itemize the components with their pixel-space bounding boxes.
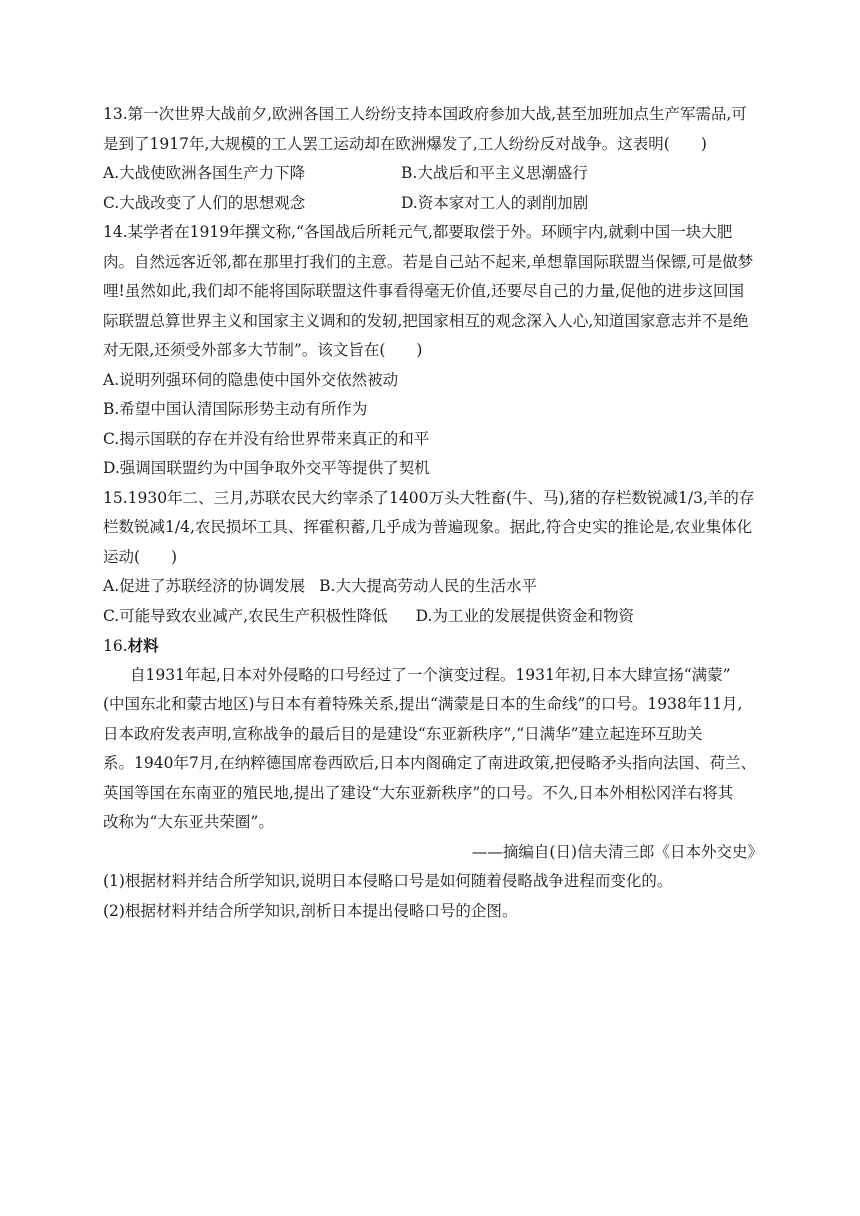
question-15-options-row (103, 602, 763, 632)
material-paragraph-line: 自1931年起,日本对外侵略的口号经过了一个演变过程。1931年初,日本大肆宣扬“满蒙” (130, 665, 731, 684)
question-14-stem-line: 哩!虽然如此,我们却不能将国际联盟这件事看得毫无价值,还要尽自己的力量,促他的进步这回国 (103, 282, 745, 300)
question-13-options-row (103, 159, 763, 189)
question-15-options-row (103, 572, 763, 602)
question-14-stem-line: 肉。自然远客近邻,都在那里打我们的主意。若是自己站不起来,单想靠国际联盟当保镖,可是做梦 (103, 252, 754, 271)
question-13-stem-line: 是到了1917年,大规模的工人罢工运动却在欧洲爆发了,工人纷纷反对战争。这表明( ) (103, 134, 707, 153)
question-14-stem-line: 对无限,还须受外部多大节制”。该文旨在( ) (103, 341, 423, 359)
question-15-option-b: B.大大提高劳动人民的生活水平 (319, 577, 537, 595)
question-16-subquestion-1: (1)根据材料并结合所学知识,说明日本侵略口号是如何随着侵略战争进程而变化的。 (103, 872, 673, 890)
question-13-option-c: C.大战改变了人们的思想观念 (103, 193, 306, 212)
question-15-option-c: C.可能导致农业减产,农民生产积极性降低 (103, 606, 388, 625)
question-13-option-b: B.大战后和平主义思潮盛行 (401, 164, 588, 182)
material-source: ——摘编自(日)信夫清三郎《日本外交史》 (471, 842, 763, 861)
question-16-number: 16. (103, 637, 128, 655)
question-16 (103, 631, 763, 926)
material-paragraph-line: 改称为“大东亚共荣圈”。 (103, 813, 274, 831)
material-label: 材料 (127, 636, 159, 655)
question-13 (103, 100, 763, 218)
question-15-option-d: D.为工业的发展提供资金和物资 (415, 606, 634, 625)
exam-page (103, 100, 763, 926)
material-paragraph-line: (中国东北和蒙古地区)与日本有着特殊关系,提出“满蒙是日本的生命线”的口号。1938年11月, (103, 695, 743, 713)
question-16-subquestion-2: (2)根据材料并结合所学知识,剖析日本提出侵略口号的企图。 (103, 901, 518, 920)
question-14-option-d: D.强调国联盟约为中国争取外交平等提供了契机 (103, 459, 430, 477)
question-13-options-row (103, 189, 763, 219)
question-14-stem-line: 14.某学者在1919年撰文称,“各国战后所耗元气,都要取偿于外。环顾宇内,就剩中国一块大肥 (103, 223, 733, 241)
material-paragraph-line: 日本政府发表声明,宣称战争的最后目的是建设“东亚新秩序”,“日满华”建立起连环互助关 (103, 724, 703, 743)
question-14-option-b: B.希望中国认清国际形势主动有所作为 (103, 400, 368, 418)
material-paragraph-line: 系。1940年7月,在纳粹德国席卷西欧后,日本内阁确定了南进政策,把侵略矛头指向法国、荷兰、 (103, 754, 757, 772)
question-15-option-a: A.促进了苏联经济的协调发展 (103, 577, 306, 595)
material-paragraph-line: 英国等国在东南亚的殖民地,提出了建设“大东亚新秩序”的口号。不久,日本外相松冈洋右将其 (103, 783, 734, 802)
question-14-option-c: C.揭示国联的存在并没有给世界带来真正的和平 (103, 429, 430, 448)
question-14-stem-line: 际联盟总算世界主义和国家主义调和的发轫,把国家相互的观念深入人心,知道国家意志并不是绝 (103, 311, 749, 330)
question-14 (103, 218, 763, 484)
question-15-stem-line: 栏数锐减1/4,农民损坏工具、挥霍积蓄,几乎成为普遍现象。据此,符合史实的推论是,农业集体化 (103, 518, 753, 536)
question-13-option-a: A.大战使欧洲各国生产力下降 (103, 164, 306, 182)
question-16-heading (103, 631, 763, 661)
question-15-stem-line: 运动( ) (103, 547, 178, 566)
question-15-stem-line: 15.1930年二、三月,苏联农民大约宰杀了1400万头大牲畜(牛、马),猪的存栏数锐减1/3,羊的存 (103, 488, 755, 507)
question-14-option-a: A.说明列强环伺的隐患使中国外交依然被动 (103, 370, 399, 389)
question-13-stem-line: 13.第一次世界大战前夕,欧洲各国工人纷纷支持本国政府参加大战,甚至加班加点生产军需品,可 (103, 105, 747, 123)
question-15 (103, 484, 763, 632)
question-13-option-d: D.资本家对工人的剥削加剧 (401, 193, 589, 212)
